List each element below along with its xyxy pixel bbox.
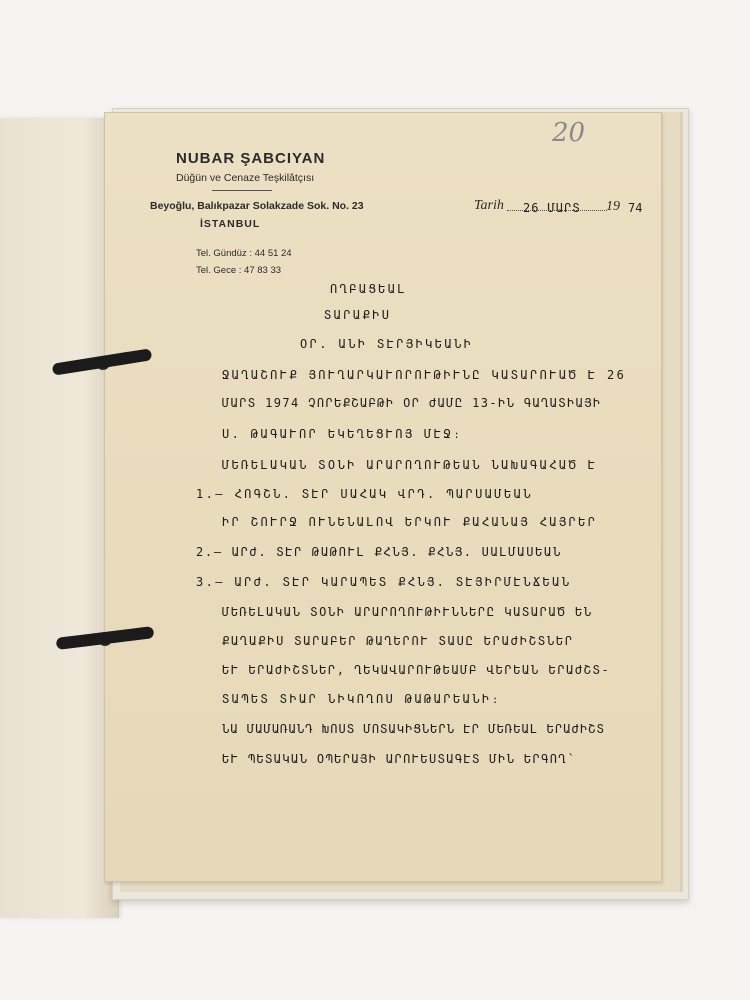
handwritten-page-number: 20 <box>552 118 586 148</box>
date-year-suffix: 74 <box>628 201 643 215</box>
typed-line: ՏԱՐԱՔԻՍ <box>324 308 392 322</box>
typed-line: ԵՒ ԵՐԱԺԻՇՏՆԵՐ, ՂԵԿԱՎԱՐՈՒԹԵԱՄԲ ՎԵՐԵԱՆ ԵՐԱԺՇՏ- <box>222 663 611 677</box>
typed-line: ՈՂԲԱՑԵԱԼ <box>330 282 407 296</box>
letterhead-divider <box>212 190 272 191</box>
typed-line: 2.– ԱՐԺ. ՏԷՐ ԹԱԹՈՒԼ ՔՀՆՅ. ՔՀՆՅ. ՍԱԼՄԱՍԵԱՆ <box>196 545 562 559</box>
typed-line: 3.– ԱՐԺ. ՏԷՐ ԿԱՐԱՊԵՏ ՔՀՆՅ. ՏԷՅԻՐՄԷՆՃԵԱՆ <box>196 575 572 589</box>
letterhead-subtitle: Düğün ve Cenaze Teşkilâtçısı <box>176 172 315 184</box>
typed-line: ՏԱՊԵՏ ՏԻԱՐ ՆԻԿՈՂՈՍ ԹԱԹԱՐԵԱՆԻ։ <box>222 692 502 706</box>
typed-line: ՔԱՂԱՔԻՍ ՏԱՐԱԲԵՐ ԹԱՂԵՐՈՒ ՏԱՍԸ ԵՐԱԺԻՇՏՆԵՐ <box>222 634 574 648</box>
date-label: Tarih <box>474 198 504 213</box>
typed-line: ՄԵՌԵԼԱԿԱՆ ՏՕՆԻ ԱՐԱՐՈՂՈՒԹԵԱՆ ՆԱԽԱԳԱՀԱԾ Է <box>222 458 598 472</box>
typed-line: ՕՐ. ԱՆԻ ՏԷՐՅԻԿԵԱՆԻ <box>300 337 474 351</box>
typed-line: ՋԱՂԱՇՈՒՔ ՅՈՒՂԱՐԿԱՒՈՐՈՒԹԻՒՆԸ ԿԱՏԱՐՈՒԱԾ Է 26 <box>222 368 627 382</box>
typed-line: ՆԱ ՄԱՄԱՌԱՆԴ ԽՈՍՏ ՄՈՏԱԿԻՑՆԵՐՆ ԷՐ ՄԵՌԵԱԼ ԵՐԱԺԻՇՏ <box>222 722 605 736</box>
date-day-month: 26 ՄԱՐՏ <box>523 201 581 215</box>
left-cover-page <box>0 118 119 918</box>
typed-line: 1.– ՀՈԳՇՆ. ՏԷՐ ՍԱՀԱԿ ՎՐԴ. ՊԱՐՍԱՄԵԱՆ <box>196 487 533 501</box>
letterhead-city: İSTANBUL <box>200 218 261 230</box>
typed-line: ՄԵՌԵԼԱԿԱՆ ՏՕՆԻ ԱՐԱՐՈՂՈՒԹԻՒՆՆԵՐԸ ԿԱՏԱՐԱԾ ԵՆ <box>222 605 593 619</box>
typed-line: ԻՐ ՇՈՒՐՋ ՈՒՆԵՆԱԼՈՎ ԵՐԿՈՒ ՔԱՀԱՆԱՅ ՀԱՅՐԵՐ <box>222 515 598 529</box>
date-year-prefix: 19 <box>606 199 620 214</box>
letterhead-tel-night: Tel. Gece : 47 83 33 <box>196 265 282 276</box>
letterhead-tel-day: Tel. Gündüz : 44 51 24 <box>196 248 292 259</box>
letterhead-name: NUBAR ŞABCIYAN <box>176 150 326 167</box>
typed-line: ԵՒ ՊԵՏԱԿԱՆ ՕՊԵՐԱՅԻ ԱՐՈՒԵՍՏԱԳԷՏ ՄԻՆ ԵՐԳՈՂ՝ <box>222 752 576 766</box>
letterhead-address: Beyoğlu, Balıkpazar Solakzade Sok. No. 23 <box>150 200 364 212</box>
typed-line: ՄԱՐՏ 1974 ՉՈՐԵՔՇԱԲԹԻ ՕՐ ԺԱՄԸ 13-ԻՆ ԳԱՂԱՏԻԱՅԻ <box>222 396 602 410</box>
typed-line: Ս. ԹԱԳԱՒՈՐ ԵԿԵՂԵՑՒՈՅ ՄԷՋ։ <box>222 427 463 441</box>
